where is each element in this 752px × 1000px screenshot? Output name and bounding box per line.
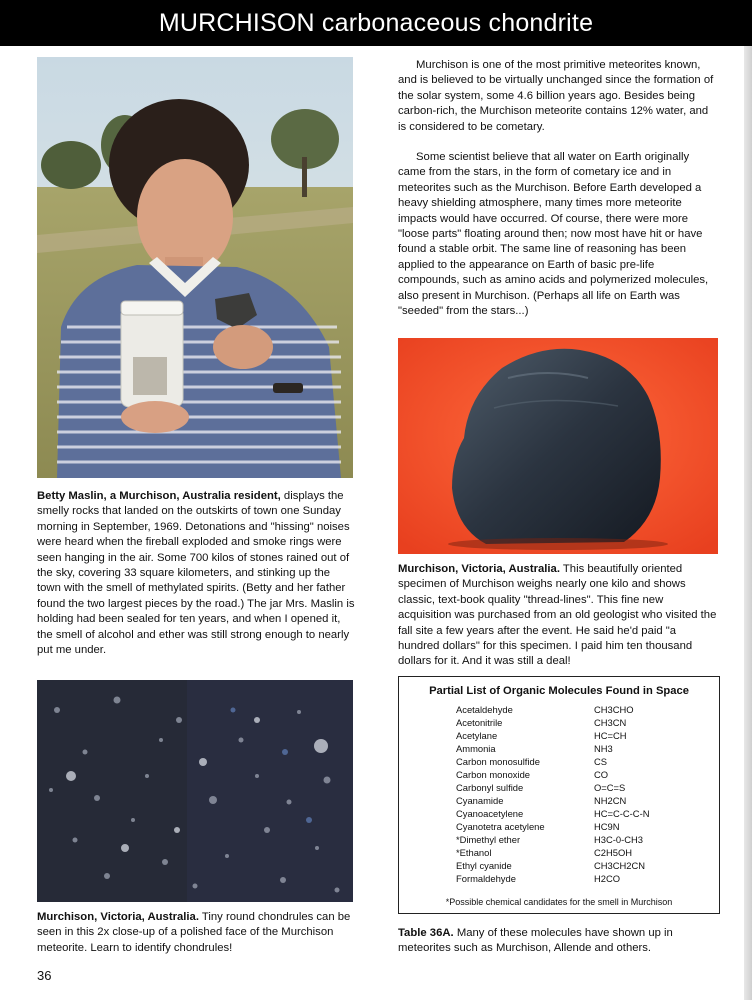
table-row [456,769,696,782]
table-footnote: *Possible chemical candidates for the smell in Murchison [445,897,673,907]
origin-paragraph: Some scientist believe that all water on Earth originally came from the stars, in the form of cometary ice and in meteorites such as the Murchison. Before Earth developed a heavy shielding atmosphere, many times more meteorite impacts would have occurred. Of course, there were more "loose parts" floating around then; now most have hit or have found a stable orbit. The same line of reasoning has been applied to the appearance on Earth of basic pre-life compounds, such as amino acids and polymerized molecules, also present in Murchison. (Perhaps all life on Earth was "seeded" from the stars...) [398,151,709,318]
molecule-formula: H3C-0-CH3 [594,834,643,845]
molecule-formula: NH3 [594,743,613,754]
molecule-name: Ammonia [456,743,496,754]
table-row [456,808,696,821]
molecule-formula: C2H5OH [594,847,633,858]
molecule-formula: HC9N [594,821,620,832]
woman-caption-bold: Betty Maslin, a Murchison, Australia resident, [37,490,281,502]
table-row [456,756,696,769]
chondrule-caption-bold: Murchison, Victoria, Australia. [37,911,199,923]
specimen-photo [398,338,718,554]
page-number: 36 [37,968,52,983]
molecule-formula: CH3CHO [594,704,634,715]
molecule-formula: H2CO [594,873,621,884]
page-header [0,0,752,46]
intro-paragraph: Murchison is one of the most primitive meteorites known, and is believed to be virtually unchanged since the formation of the solar system, some 4.6 billion years ago. Besides being carbon-rich, the Murchison meteorite contains 12% water, and is considered to be cometary. [398,59,714,133]
molecule-formula: HC=C-C-C-N [594,808,650,819]
woman-photo [37,57,353,478]
table-row [456,717,696,730]
molecule-name: Cyanotetra acetylene [456,821,545,832]
table-caption-text: Many of these molecules have shown up in meteorites such as Murchison, Allende and others. [398,927,673,955]
woman-photo-caption [37,489,355,658]
molecule-name: Cyanoacetylene [456,808,524,819]
molecule-name: Cyanamide [456,795,504,806]
table-row [456,704,696,717]
molecule-name: Acetaldehyde [456,704,513,715]
table-row [456,782,696,795]
molecule-name: Formaldehyde [456,873,516,884]
woman-caption-text: displays the smelly rocks that landed on the outskirts of town one Sunday morning in September, 1969. Detonations and "hissing" noises were heard when the fireball exploded and smoke rings were seen hanging in the air. Some 700 kilos of stones rained out of the sky, covering 33 square kilometers, and stinking up the town with the smell of methylated spirits. (Betty and her father found the two largest pieces by the road.) The jar Mrs. Maslin is holding had been sealed for ten years, and when I opened it, the smell of alcohol and ether was still strong enough to nearly put me under. [37,490,355,657]
specimen-caption-text: This beautifully oriented specimen of Murchison weighs nearly one kilo and shows classic, text-book quality "thread-lines". This fine new acquisition was purchased from an old geologist who visited the fall site a few years after the event. He said he'd paid "a hundred dollars" for this specimen. I paid him ten thousand dollars for it. And it was still a deal! [398,563,717,668]
molecule-name: Acetonitrile [456,717,503,728]
table-row [456,847,696,860]
molecule-name: Carbon monosulfide [456,756,540,767]
molecule-formula: CO [594,769,609,780]
molecule-name: Carbon monoxide [456,769,531,780]
table-caption [398,926,718,957]
table-row [456,834,696,847]
chondrule-photo-caption [37,910,355,956]
molecule-formula: HC=CH [594,730,627,741]
molecule-table-title: Partial List of Organic Molecules Found in Space [429,685,689,697]
molecule-formula: O=C=S [594,782,626,793]
molecule-name: Acetylane [456,730,498,741]
table-row [456,860,696,873]
molecule-formula: NH2CN [594,795,627,806]
table-row [456,873,696,886]
chondrule-photo [37,680,353,902]
chondrule-caption-text: Tiny round chondrules can be seen in this 2x close-up of a polished face of the Murchison meteorite. Learn to identify chondrules! [37,911,351,954]
molecule-name: Carbonyl sulfide [456,782,524,793]
molecule-name: *Dimethyl ether [456,834,521,845]
table-row [456,743,696,756]
molecule-formula: CH3CH2CN [594,860,646,871]
molecule-name: Ethyl cyanide [456,860,512,871]
molecule-formula: CS [594,756,608,767]
table-row [456,795,696,808]
specimen-photo-caption [398,562,718,670]
table-row [456,730,696,743]
page-title: MURCHISON carbonaceous chondrite [158,9,594,37]
specimen-caption-bold: Murchison, Victoria, Australia. [398,563,560,575]
table-row [456,821,696,834]
table-caption-bold: Table 36A. [398,927,454,939]
molecule-formula: CH3CN [594,717,627,728]
molecule-name: *Ethanol [456,847,492,858]
page-edge [744,46,752,1000]
molecule-table [398,676,720,914]
